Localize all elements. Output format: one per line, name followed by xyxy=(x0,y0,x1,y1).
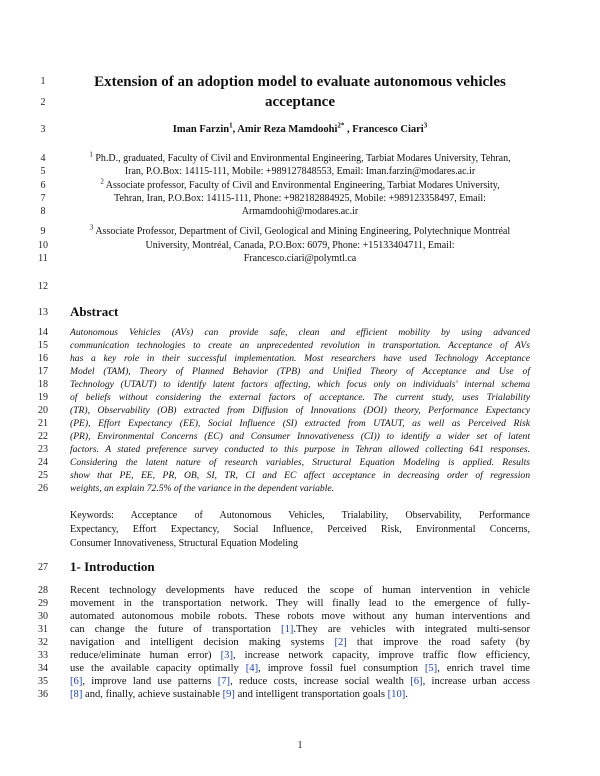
abstract-line: weights, an explain 72.5% of the variance in the dependent variable. xyxy=(70,483,335,494)
line-number: 34 xyxy=(38,663,48,674)
line-number: 1 xyxy=(40,76,46,87)
body-text: and, finally, achieve sustainable xyxy=(82,689,223,700)
abstract-line: Autonomous Vehicles (AVs) can provide safe, clean and efficient mobility by using advanced xyxy=(70,327,530,338)
keywords-line: Keywords: Acceptance of Autonomous Vehicles, Trialability, Observability, Performance xyxy=(70,510,530,521)
affiliation-line xyxy=(70,150,530,165)
abstract-line: Model (TAM), Theory of Planned Behavior (TPB) and Unified Theory of Acceptance and Use of xyxy=(70,366,530,377)
body-line xyxy=(70,636,530,649)
body-text: can change the future of transportation xyxy=(70,624,282,635)
line-number: 6 xyxy=(40,180,46,191)
line-number: 33 xyxy=(38,650,48,661)
affiliation-text: Ph.D., graduated, Faculty of Civil and Environmental Engineering, Tarbiat Modares University, Tehran, xyxy=(92,153,511,164)
abstract-line: (PE), Effort Expectancy (EE), Social Influence (SI) extracted from UTAUT, as well as Perceived Risk xyxy=(70,418,530,429)
affiliation-text: Associate Professor, Department of Civil, Geological and Mining Engineering, Polytechnique Montréal xyxy=(93,226,511,237)
page-number: 1 xyxy=(297,740,303,751)
line-number: 3 xyxy=(40,124,46,135)
body-line: movement in the transportation network. They will finally lead to the emergence of fully- xyxy=(70,598,530,609)
citation-link[interactable]: [3] xyxy=(220,650,233,661)
line-number: 35 xyxy=(38,676,48,687)
abstract-line: communication technologies to create an unprecedented revolution in transportation. Acceptance of AVs xyxy=(70,340,530,351)
body-text: that improve the road safety (by xyxy=(346,637,530,648)
line-number: 25 xyxy=(38,470,48,481)
author-name: Iman Farzin xyxy=(172,124,230,135)
line-number: 13 xyxy=(38,307,48,318)
citation-link[interactable]: [4] xyxy=(245,663,259,674)
author-affiliation-mark: 2* xyxy=(337,121,345,130)
author-name: , Francesco Ciari xyxy=(344,124,424,135)
citation-link[interactable]: [7] xyxy=(217,676,231,687)
abstract-line: Considering the latent nature of research variables, Structural Equation Modeling is applied. Results xyxy=(70,457,530,468)
section-heading-introduction: 1- Introduction xyxy=(70,559,155,574)
body-text: navigation and intelligent decision making systems xyxy=(70,637,335,648)
line-number: 29 xyxy=(38,598,48,609)
line-number: 22 xyxy=(38,431,48,442)
abstract-heading: Abstract xyxy=(70,304,119,319)
body-text: , increase network capacity, improve traffic flow efficiency, xyxy=(232,650,530,661)
affiliation-line: Francesco.ciari@polymtl.ca xyxy=(243,253,357,264)
body-line xyxy=(70,649,530,662)
abstract-line: factors. A stated preference survey conducted to this purpose in Tehran allowed collecting 641 responses. xyxy=(70,444,530,455)
body-line: Recent technology developments have reduced the scope of human intervention in vehicle xyxy=(70,585,530,596)
affiliation-line: Armamdoohi@modares.ac.ir xyxy=(241,206,359,217)
citation-link[interactable]: [10] xyxy=(387,689,406,700)
citation-link[interactable]: [6] xyxy=(70,676,83,687)
author-list xyxy=(70,121,530,136)
line-number: 14 xyxy=(38,327,48,338)
abstract-line: (PR), Environmental Concerns (EC) and Consumer Innovativeness (CI)) to identify a wider set of latent xyxy=(70,431,530,442)
abstract-line: of beliefs without considering the external factors of acceptance. The current study, uses Trialability xyxy=(70,392,530,403)
line-number: 9 xyxy=(40,226,46,237)
affiliation-line: University, Montréal, Canada, P.O.Box: 6079, Phone: +15133404711, Email: xyxy=(145,240,455,251)
body-text: use the available capacity optimally xyxy=(70,663,246,674)
body-text: , enrich travel time xyxy=(437,663,531,674)
keywords-line: Consumer Innovativeness, Structural Equation Modeling xyxy=(70,538,299,549)
body-line: automated autonomous mobile robots. These robots move without any human interventions and xyxy=(70,611,530,622)
line-number: 4 xyxy=(40,153,46,164)
line-number: 30 xyxy=(38,611,48,622)
line-number: 36 xyxy=(38,689,48,700)
author-affiliation-mark: 1 xyxy=(229,121,233,130)
citation-link[interactable]: [1] xyxy=(281,624,294,635)
body-line xyxy=(70,688,530,701)
line-number: 32 xyxy=(38,637,48,648)
body-text: , improve fossil fuel consumption xyxy=(258,663,425,674)
line-number: 23 xyxy=(38,444,48,455)
paper-title-line: Extension of an adoption model to evaluate autonomous vehicles xyxy=(94,74,506,90)
body-line xyxy=(70,662,530,675)
citation-link[interactable]: [5] xyxy=(424,663,438,674)
citation-link[interactable]: [9] xyxy=(222,689,235,700)
line-number: 7 xyxy=(40,193,46,204)
line-number: 31 xyxy=(38,624,48,635)
line-number: 17 xyxy=(38,366,48,377)
line-number: 5 xyxy=(40,166,46,177)
body-text: , increase urban access xyxy=(422,676,530,687)
body-text: .They are vehicles with integrated multi-sensor xyxy=(293,624,530,635)
abstract-line: Technology (UTAUT) to identify latent factors affecting, which focus only on individuals' internal schema xyxy=(70,379,530,390)
line-number: 2 xyxy=(40,97,46,108)
abstract-line: (TR), Observability (OB) extracted from Diffusion of Innovations (DOI) theory, Performance Expectancy xyxy=(70,405,530,416)
line-number: 16 xyxy=(38,353,48,364)
body-line xyxy=(70,675,530,688)
body-text: . xyxy=(405,689,408,700)
line-number: 18 xyxy=(38,379,48,390)
line-number: 11 xyxy=(38,253,48,264)
line-number: 27 xyxy=(38,562,48,573)
affiliation-mark: 2 xyxy=(100,177,104,186)
paper-title-line: acceptance xyxy=(265,94,335,110)
body-text: , improve land use patterns xyxy=(82,676,218,687)
line-number: 12 xyxy=(38,281,48,292)
body-text: and intelligent transportation goals xyxy=(234,689,388,700)
affiliation-text: Associate professor, Faculty of Civil and Environmental Engineering, Tarbiat Modares University, xyxy=(103,180,500,191)
line-number: 8 xyxy=(40,206,46,217)
paper-title xyxy=(70,72,530,112)
citation-link[interactable]: [2] xyxy=(334,637,347,648)
affiliation-line: Iran, P.O.Box: 14115-111, Mobile: +989127848553, Email: Iman.farzin@modares.ac.ir xyxy=(124,166,476,177)
keywords-line: Expectancy, Effort Expectancy, Social Influence, Perceived Risk, Environmental Concerns, xyxy=(70,524,530,535)
line-number: 21 xyxy=(38,418,48,429)
line-number: 24 xyxy=(38,457,48,468)
body-text: reduce/eliminate human error) xyxy=(70,650,221,661)
author-name: , Amir Reza Mamdoohi xyxy=(232,124,338,135)
citation-link[interactable]: [6] xyxy=(410,676,423,687)
citation-link[interactable]: [8] xyxy=(70,689,83,700)
abstract-line: has a key role in their successful implementation. Most researchers have used Technology Acceptance xyxy=(70,353,530,364)
line-number: 20 xyxy=(38,405,48,416)
body-text: , reduce costs, increase social wealth xyxy=(230,676,411,687)
line-number: 10 xyxy=(38,240,48,251)
abstract-line: show that PE, EE, PR, OB, SI, TR, CI and EC affect acceptance in decreasing order of regression xyxy=(70,470,530,481)
affiliation-line: Tehran, Iran, P.O.Box: 14115-111, Phone: +982182884925, Mobile: +989123358497, Email: xyxy=(114,193,486,204)
body-line xyxy=(70,623,530,636)
affiliation-mark: 1 xyxy=(89,150,93,159)
line-number: 15 xyxy=(38,340,48,351)
line-number: 26 xyxy=(38,483,48,494)
affiliation-line xyxy=(70,223,530,238)
line-number: 19 xyxy=(38,392,48,403)
affiliation-mark: 3 xyxy=(89,223,94,232)
line-number: 28 xyxy=(38,585,48,596)
affiliation-line xyxy=(70,177,530,192)
author-affiliation-mark: 3 xyxy=(423,121,428,130)
